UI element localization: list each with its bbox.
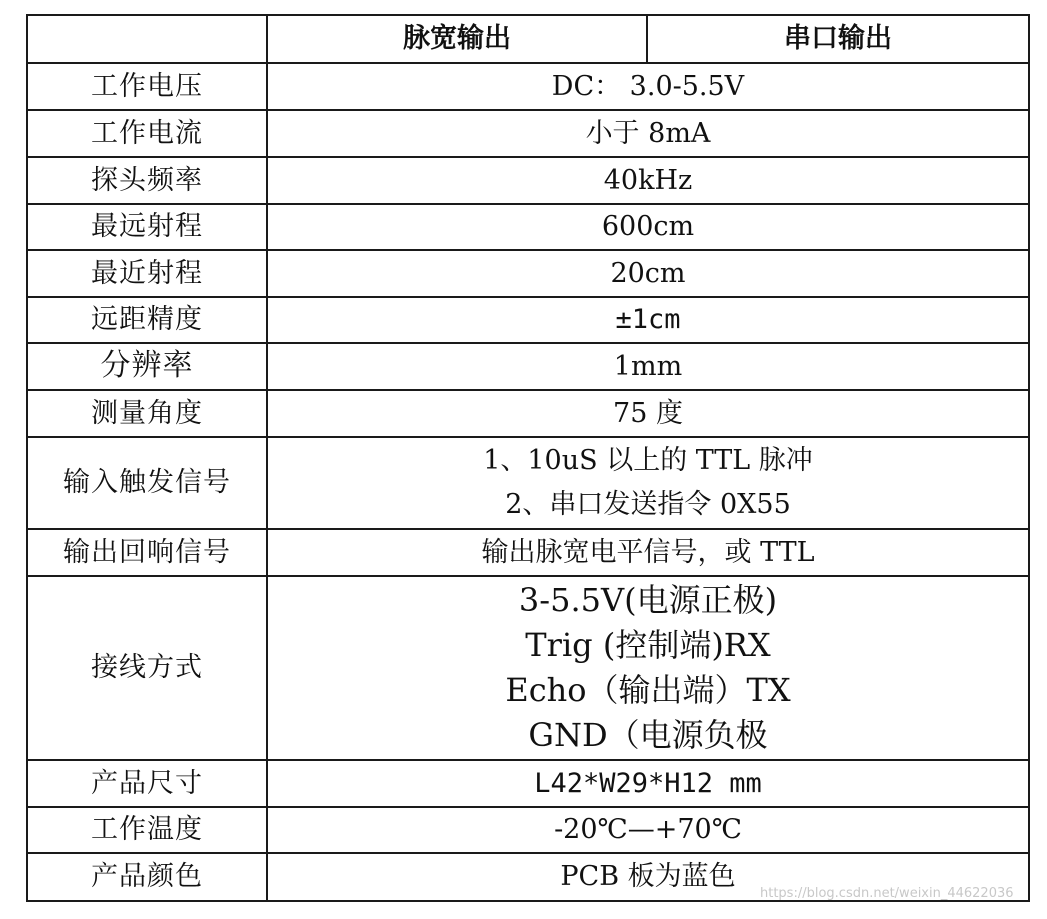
value-line: Echo（输出端）TX: [505, 671, 791, 709]
row-probe-frequency: [27, 157, 1029, 204]
row-label: 产品尺寸: [27, 760, 267, 807]
row-value: 1mm: [267, 343, 1029, 390]
value-line: 1、10uS 以上的 TTL 脉冲: [483, 445, 813, 476]
row-value: 20cm: [267, 250, 1029, 297]
row-label: 输出回响信号: [27, 529, 267, 576]
value-line: 2、串口发送指令 0X55: [505, 489, 791, 520]
row-working-temperature: [27, 807, 1029, 853]
row-value: 输出脉宽电平信号，或 TTL: [267, 529, 1029, 576]
row-label: 工作温度: [27, 807, 267, 853]
value-line: 3-5.5V(电源正极): [518, 581, 778, 619]
row-output-echo: [27, 529, 1029, 576]
row-wiring: [27, 576, 1029, 760]
row-label: 测量角度: [27, 390, 267, 437]
row-value: PCB 板为蓝色: [267, 853, 1029, 901]
row-label: 输入触发信号: [27, 437, 267, 529]
row-input-trigger: [27, 437, 1029, 529]
row-value: 600cm: [267, 204, 1029, 250]
row-label: 最近射程: [27, 250, 267, 297]
row-value-lines: [267, 437, 1029, 529]
row-value: L42*W29*H12 mm: [267, 760, 1029, 807]
row-label: 接线方式: [27, 576, 267, 760]
spec-table: [26, 14, 1030, 902]
value-line: GND（电源负极: [528, 716, 768, 754]
header-pwm-output: 脉宽输出: [267, 15, 647, 63]
row-value: DC： 3.0-5.5V: [267, 63, 1029, 110]
row-working-voltage: [27, 63, 1029, 110]
row-label: 工作电压: [27, 63, 267, 110]
row-product-size: [27, 760, 1029, 807]
row-resolution: [27, 343, 1029, 390]
row-label: 最远射程: [27, 204, 267, 250]
row-value: 小于 8mA: [267, 110, 1029, 157]
header-row: [27, 15, 1029, 63]
row-accuracy: [27, 297, 1029, 343]
row-value: 75 度: [267, 390, 1029, 437]
row-working-current: [27, 110, 1029, 157]
row-label: 工作电流: [27, 110, 267, 157]
row-measure-angle: [27, 390, 1029, 437]
row-value: ±1cm: [267, 297, 1029, 343]
row-value-lines: [267, 576, 1029, 760]
row-label: 产品颜色: [27, 853, 267, 901]
row-min-range: [27, 250, 1029, 297]
value-line: Trig (控制端)RX: [525, 626, 771, 664]
row-max-range: [27, 204, 1029, 250]
row-label: 分辨率: [27, 343, 267, 390]
header-uart-output: 串口输出: [647, 15, 1029, 63]
row-value: -20℃—+70℃: [267, 807, 1029, 853]
row-label: 远距精度: [27, 297, 267, 343]
row-value: 40kHz: [267, 157, 1029, 204]
header-blank-cell: [27, 15, 267, 63]
row-label: 探头频率: [27, 157, 267, 204]
watermark-text: https://blog.csdn.net/weixin_44622036: [760, 886, 1014, 901]
